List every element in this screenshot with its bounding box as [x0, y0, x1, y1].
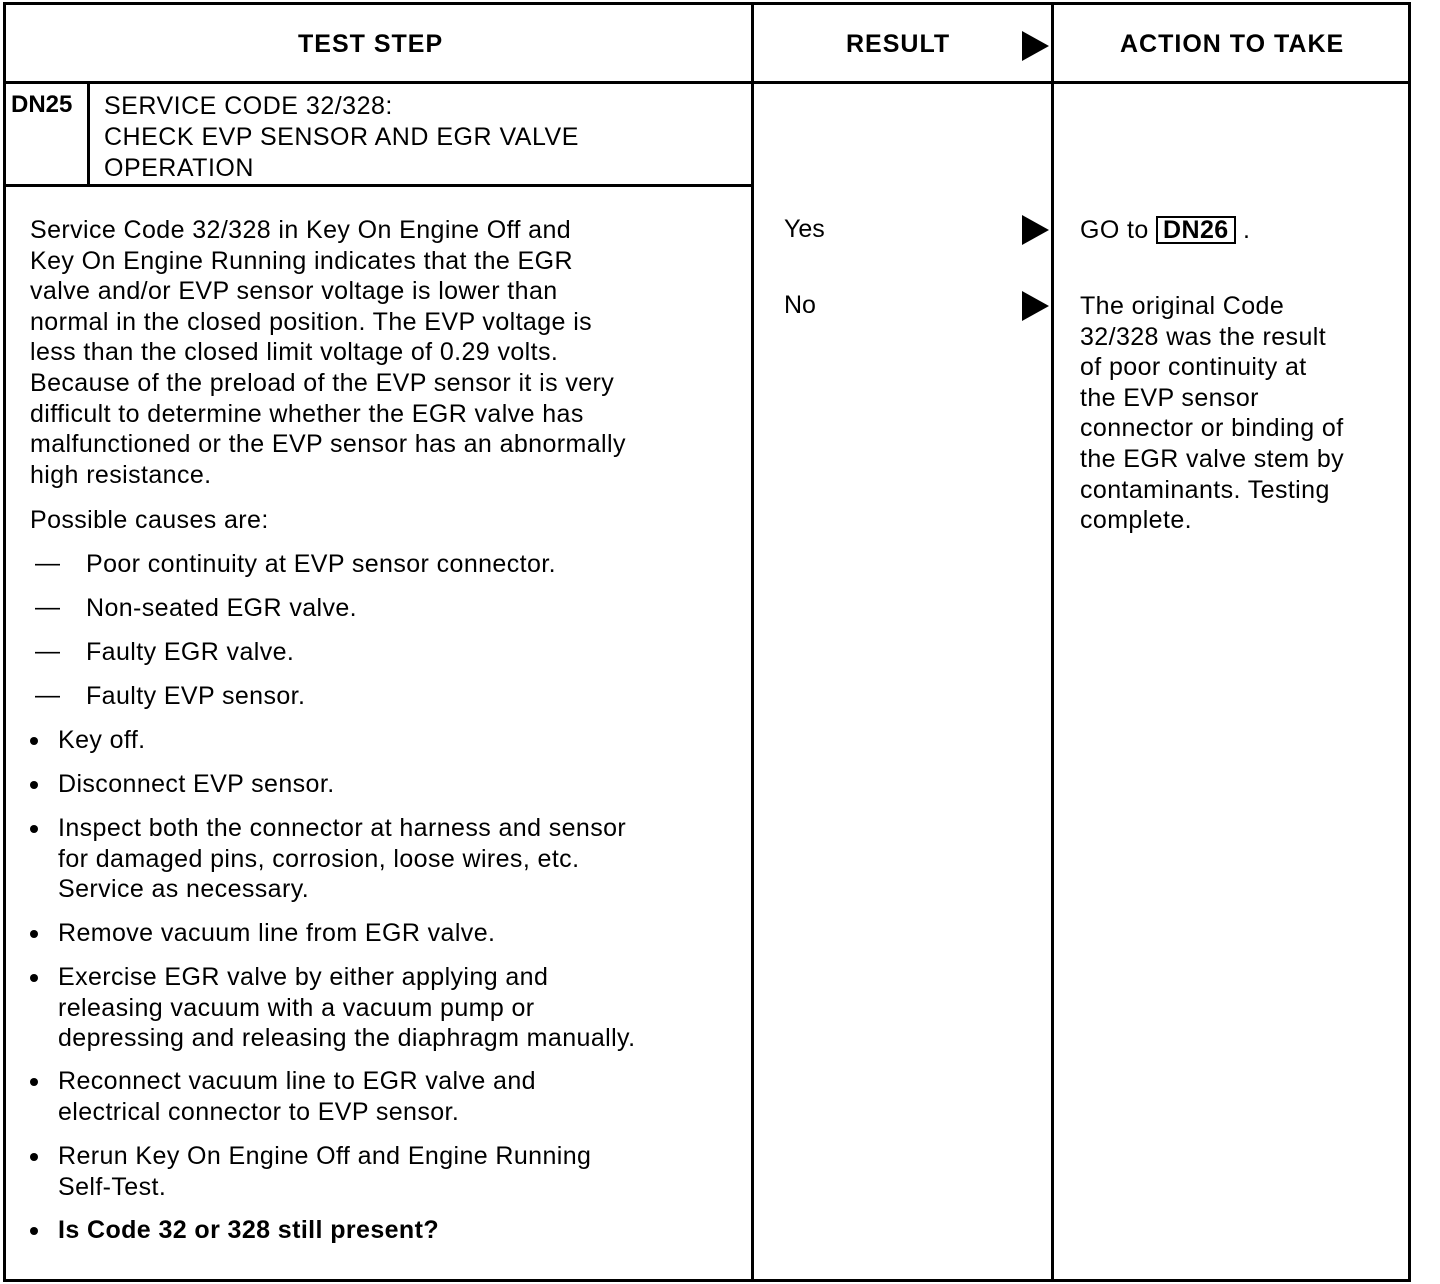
paragraph-line: valve and/or EVP sensor voltage is lower than — [30, 277, 558, 306]
paragraph-line: malfunctioned or the EVP sensor has an abnormally — [30, 430, 626, 459]
step-title-line: SERVICE CODE 32/328: — [104, 92, 393, 120]
cause-item: Faulty EGR valve. — [86, 638, 295, 666]
result-yes: Yes — [784, 215, 825, 243]
action-no-line: The original Code — [1080, 292, 1285, 320]
table-border-right — [1408, 2, 1411, 1282]
bullet-icon — [30, 1227, 38, 1235]
cause-item: Faulty EVP sensor. — [86, 682, 306, 710]
bullet-icon — [30, 930, 38, 938]
instruction-disconnect — [58, 769, 335, 800]
result-no-arrow-icon — [1022, 291, 1049, 321]
instruction-line: depressing and releasing the diaphragm manually. — [58, 1024, 636, 1053]
action-no-line: of poor continuity at — [1080, 353, 1307, 382]
dash-marker: — — [35, 593, 60, 621]
instruction-line: releasing vacuum with a vacuum pump or — [58, 993, 535, 1022]
table-border-bottom — [3, 1279, 1411, 1282]
instruction-line: Rerun Key On Engine Off and Engine Running — [58, 1142, 592, 1170]
action-no-line: 32/328 was the result — [1080, 322, 1327, 351]
instruction-question — [58, 1215, 439, 1246]
instruction-line: Is Code 32 or 328 still present? — [58, 1216, 439, 1244]
action-yes — [1080, 215, 1250, 246]
instruction-reconnect — [58, 1066, 536, 1127]
action-no-line: connector or binding of — [1080, 414, 1344, 443]
instruction-key-off — [58, 725, 146, 756]
column-divider-1 — [751, 2, 754, 1282]
bullet-icon — [30, 781, 38, 789]
paragraph-line: Because of the preload of the EVP sensor it is very — [30, 368, 615, 397]
paragraph-line: difficult to determine whether the EGR valve has — [30, 399, 584, 428]
instruction-line: Exercise EGR valve by either applying and — [58, 963, 549, 991]
step-title-divider — [3, 184, 754, 187]
cause-item: Non-seated EGR valve. — [86, 594, 358, 622]
header-test-step: TEST STEP — [298, 30, 444, 58]
header-arrow-icon — [1022, 31, 1049, 61]
bullet-icon — [30, 1078, 38, 1086]
causes-heading: Possible causes are: — [30, 506, 269, 534]
dash-marker: — — [35, 681, 60, 709]
table-border-top — [3, 2, 1411, 5]
bullet-icon — [30, 1153, 38, 1161]
instruction-line: Remove vacuum line from EGR valve. — [58, 919, 496, 947]
bullet-icon — [30, 737, 38, 745]
instruction-remove — [58, 918, 495, 949]
paragraph-line: normal in the closed position. The EVP voltage is — [30, 307, 593, 336]
column-divider-2 — [1051, 2, 1054, 1282]
result-no: No — [784, 291, 816, 319]
description-paragraph — [30, 215, 730, 490]
bullet-icon — [30, 974, 38, 982]
dash-marker: — — [35, 549, 60, 577]
instruction-line: Disconnect EVP sensor. — [58, 770, 335, 798]
paragraph-line: high resistance. — [30, 460, 212, 489]
instruction-line: for damaged pins, corrosion, loose wires, etc. — [58, 844, 580, 873]
instruction-line: Inspect both the connector at harness and sensor — [58, 814, 627, 842]
instruction-inspect — [58, 813, 626, 905]
paragraph-line: Service Code 32/328 in Key On Engine Off and — [30, 216, 572, 244]
instruction-line: Reconnect vacuum line to EGR valve and — [58, 1067, 536, 1095]
step-id: DN25 — [11, 91, 73, 118]
instruction-exercise — [58, 962, 635, 1054]
action-yes-reference[interactable]: DN26 — [1156, 216, 1236, 244]
result-yes-arrow-icon — [1022, 215, 1049, 245]
instruction-line: Service as necessary. — [58, 875, 310, 904]
header-divider — [3, 81, 1411, 84]
instruction-line: Key off. — [58, 726, 146, 754]
dash-marker: — — [35, 637, 60, 665]
step-title-line: OPERATION — [104, 154, 254, 182]
step-id-divider — [87, 81, 90, 187]
table-border-left — [3, 2, 6, 1282]
action-no-line: complete. — [1080, 506, 1192, 535]
action-yes-prefix: GO to — [1080, 216, 1149, 244]
step-title — [104, 91, 579, 184]
action-no-line: the EVP sensor — [1080, 383, 1259, 412]
instruction-line: electrical connector to EVP sensor. — [58, 1097, 460, 1126]
action-no-line: the EGR valve stem by — [1080, 444, 1345, 473]
cause-item: Poor continuity at EVP sensor connector. — [86, 550, 556, 578]
step-title-line: CHECK EVP SENSOR AND EGR VALVE — [104, 123, 579, 151]
header-action: ACTION TO TAKE — [1120, 30, 1345, 58]
action-no-line: contaminants. Testing — [1080, 475, 1330, 504]
header-result: RESULT — [846, 30, 951, 58]
action-no — [1080, 291, 1344, 536]
bullet-icon — [30, 825, 38, 833]
paragraph-line: less than the closed limit voltage of 0.29 volts. — [30, 338, 559, 367]
action-yes-suffix: . — [1242, 216, 1251, 244]
paragraph-line: Key On Engine Running indicates that the EGR — [30, 246, 573, 275]
instruction-rerun — [58, 1141, 591, 1202]
instruction-line: Self-Test. — [58, 1172, 167, 1201]
